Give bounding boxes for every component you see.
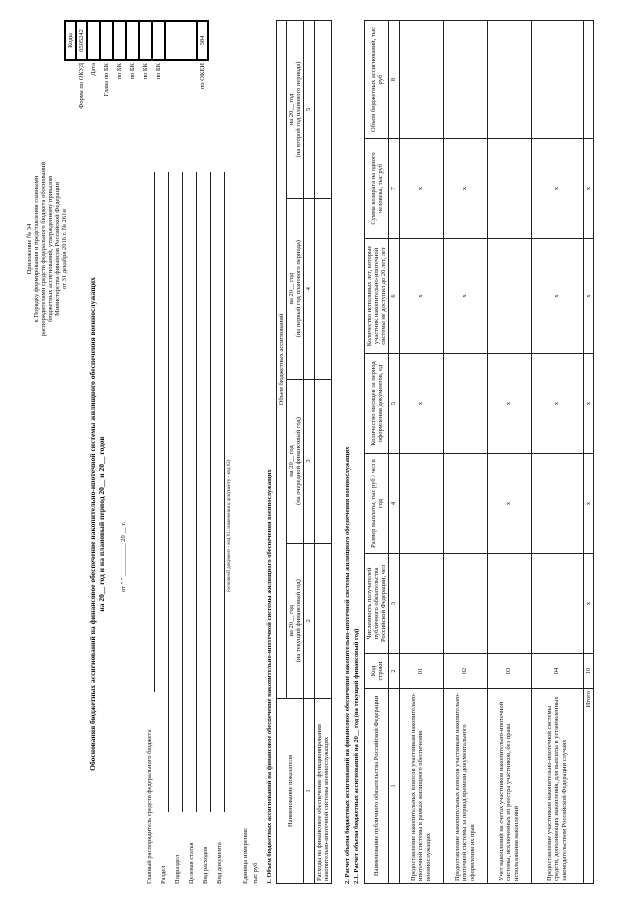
s2-col-num: 8 [389,21,399,139]
s2-header: Размер выплаты, тыс руб / чел в год [365,454,389,554]
code-label: по БК [129,63,137,80]
code-value [165,21,197,60]
document-type-note: (основной документ - код 01; изменения к документу - код 02) [227,459,232,592]
s2-header: Количество месяцев за период оформления документов, ед [365,354,389,454]
section-2-table [364,20,594,884]
s2-cell [487,139,531,239]
s1-col-num: 5 [304,21,314,199]
s2-header: Численность получателей публичного обязательства Российской Федерации, чел [365,554,389,654]
s1-col-num: 1 [304,699,314,884]
s2-cell: х [583,239,593,354]
s2-header: Код строки [365,654,389,689]
s2-col-num: 2 [389,654,399,689]
s2-cell [531,21,583,139]
s2-cell [443,554,487,654]
s2-cell [443,21,487,139]
appendix-line: бюджетных ассигнований, утвержденному приказом [47,176,54,323]
s2-col-num: 6 [389,239,399,354]
s2-cell: х [399,139,443,239]
code-label: Глава по БК [103,63,111,97]
s2-cell: х [583,354,593,454]
s2-header: Количество исполнных лет, которые участник накопительно-ипотечной системы не доступил до 20 лет, лет [365,239,389,354]
s1-period-label: (на очередной финансовый год) [295,417,303,505]
s1-period-header [287,198,304,379]
s2-row-code: 04 [531,654,583,689]
s1-cell [314,21,331,199]
s1-period-header [287,543,304,698]
s1-period-year: на 20__ год [288,605,296,637]
s2-cell: х [531,139,583,239]
code-value [126,21,139,60]
s1-period-year: на 20__ год [288,445,296,477]
s1-period-label: (на первый год планового периода) [295,240,303,338]
s2-col-num: 7 [389,139,399,239]
s1-col-name: Наименование показателя [277,699,304,884]
s1-group-header: Объем бюджетных ассигнований [277,21,287,699]
code-label: по БК [116,63,124,80]
document-heading [88,164,106,884]
code-label: по БК [155,63,163,80]
appendix-title: Приложение № 34 [26,223,33,275]
s2-header: Наименование публичного обязательства Российской Федерации [365,689,389,884]
s1-period-label: (на текущий финансовый год) [295,579,303,663]
code-value [152,21,165,60]
field-line [196,172,197,812]
s1-period-label: (на второй год планового периода) [295,61,303,158]
code-label: Дата [90,63,98,76]
heading-line-2: на 20__ год и на плановый период 20__ и 20__ годов [97,436,106,612]
s1-period-header [287,21,304,199]
s2-cell [443,454,487,554]
s2-cell [399,21,443,139]
s2-total-label: Итого [583,689,593,884]
s2-cell: х [399,239,443,354]
s2-cell [531,554,583,654]
code-label: Форма по ОКУД [78,63,86,109]
s1-row-label: Расходы на финансовое обеспечение функционирования накопительно-ипотечной системы военнослужащих [314,699,331,884]
s2-cell [443,354,487,454]
code-value [139,21,152,60]
s1-cell [314,198,331,379]
section-1-title: 1. Объем бюджетных ассигнований на финансовое обеспечение накопительно-ипотечной системы жилищного обеспечения военнослужащих [266,469,273,884]
s2-cell [399,454,443,554]
code-value [100,21,113,60]
code-label [165,60,197,120]
section-2-subtitle: 2.1. Расчет объема бюджетных ассигнований на 20__ год (на текущий финансовый год) [353,628,360,884]
appendix-line: распорядителями средств федерального бюджета обоснований [40,162,47,337]
field-expense-type: Вид расходов [202,846,209,884]
field-line [210,172,211,812]
field-line [168,172,169,812]
document-page [20,12,620,892]
section-2-title: 2. Расчет объема бюджетных ассигнований на финансовое обеспечение накопительно-ипотечной системы жилищного обеспечения военнослужащих [344,446,351,884]
s2-row-code: 01 [399,654,443,689]
section-1-table [276,20,332,884]
s2-col-num: 3 [389,554,399,654]
s2-cell: х [531,354,583,454]
code-value [87,21,100,60]
s2-cell [487,21,531,139]
date-line: от " " __________ 20 __ г. [120,521,127,592]
s1-col-num: 2 [304,543,314,698]
field-document-type: Вид документа [216,842,223,884]
s2-header: Сумма возврата на одного человека, тыс руб [365,139,389,239]
s1-cell [314,379,331,543]
codes-header: Коды [65,21,76,60]
s2-cell: х [531,239,583,354]
s2-cell: х [487,354,531,454]
s2-col-num: 1 [389,689,399,884]
s2-cell: х [583,139,593,239]
s2-cell: х [443,139,487,239]
s2-row-name: Предоставление накопительных взносов участникам накопительно-ипотечной системы в рамках жилищного обеспечения военнослужащих [399,689,443,884]
code-label: по ОКЕИ [199,63,207,90]
s2-row-code: 02 [443,654,487,689]
s1-cell [314,543,331,698]
units-value: тыс руб [252,862,259,884]
appendix-line: Министерства финансов Российской Федерации [54,182,61,317]
s1-period-header [287,379,304,543]
code-value [113,21,126,60]
heading-line-1: Обоснования бюджетных ассигнований на финансовое обеспечение накопительно-ипотечной системы жилищного обеспечения военнослужащих [88,277,97,771]
field-section: Раздел [160,865,167,884]
s2-cell: х [487,454,531,554]
s2-cell: х [443,239,487,354]
field-line [154,172,155,692]
code-label: по БК [142,63,150,80]
s2-header: Объем бюджетных ассигнований, тыс руб [365,21,389,139]
field-subsection: Подраздел [174,854,181,884]
codes-table [64,20,209,120]
code-value: 0505242 [76,21,87,60]
s2-cell [487,239,531,354]
s2-cell: х [583,554,593,654]
s2-row-name: Учет накоплений на счетах участников накопительно-ипотечной системы, исключенных из реестра участников, без права использования накоплений [487,689,531,884]
s2-col-num: 5 [389,354,399,454]
field-line [224,172,225,812]
appendix-block [26,162,68,336]
s1-period-year: на 20__ год [288,93,296,126]
code-value: 384 [197,21,208,60]
s2-cell [531,454,583,554]
s2-row-name: Предоставление участникам накопительно-ипотечной системы средств, дополняющих накопления, для выплаты в установленных законодательством Российской Федерации случаях [531,689,583,884]
s2-row-name: Предоставление накопительных взносов участникам накопительно-ипотечной системы за период времени документального оформления их прав [443,689,487,884]
s1-col-num: 3 [304,379,314,543]
s2-cell: х [399,354,443,454]
field-target-item: Целевая статья [188,842,195,884]
units-label: Единица измерения: [242,827,249,884]
s1-period-year: на 20__ год [288,272,296,305]
field-chief-administrator: Главный распорядитель средств федерального бюджета [146,729,153,884]
s1-col-num: 4 [304,198,314,379]
appendix-line: к Порядку формирования и представления главными [33,175,40,323]
appendix-line: от 31 декабря 2016 г. № 261н [61,209,68,290]
s2-cell [399,554,443,654]
s2-cell [487,554,531,654]
field-line [182,172,183,812]
s2-cell [583,21,593,139]
s2-cell: х [583,454,593,554]
s2-row-code: 10 [583,654,593,689]
s2-row-code: 03 [487,654,531,689]
s2-col-num: 4 [389,454,399,554]
